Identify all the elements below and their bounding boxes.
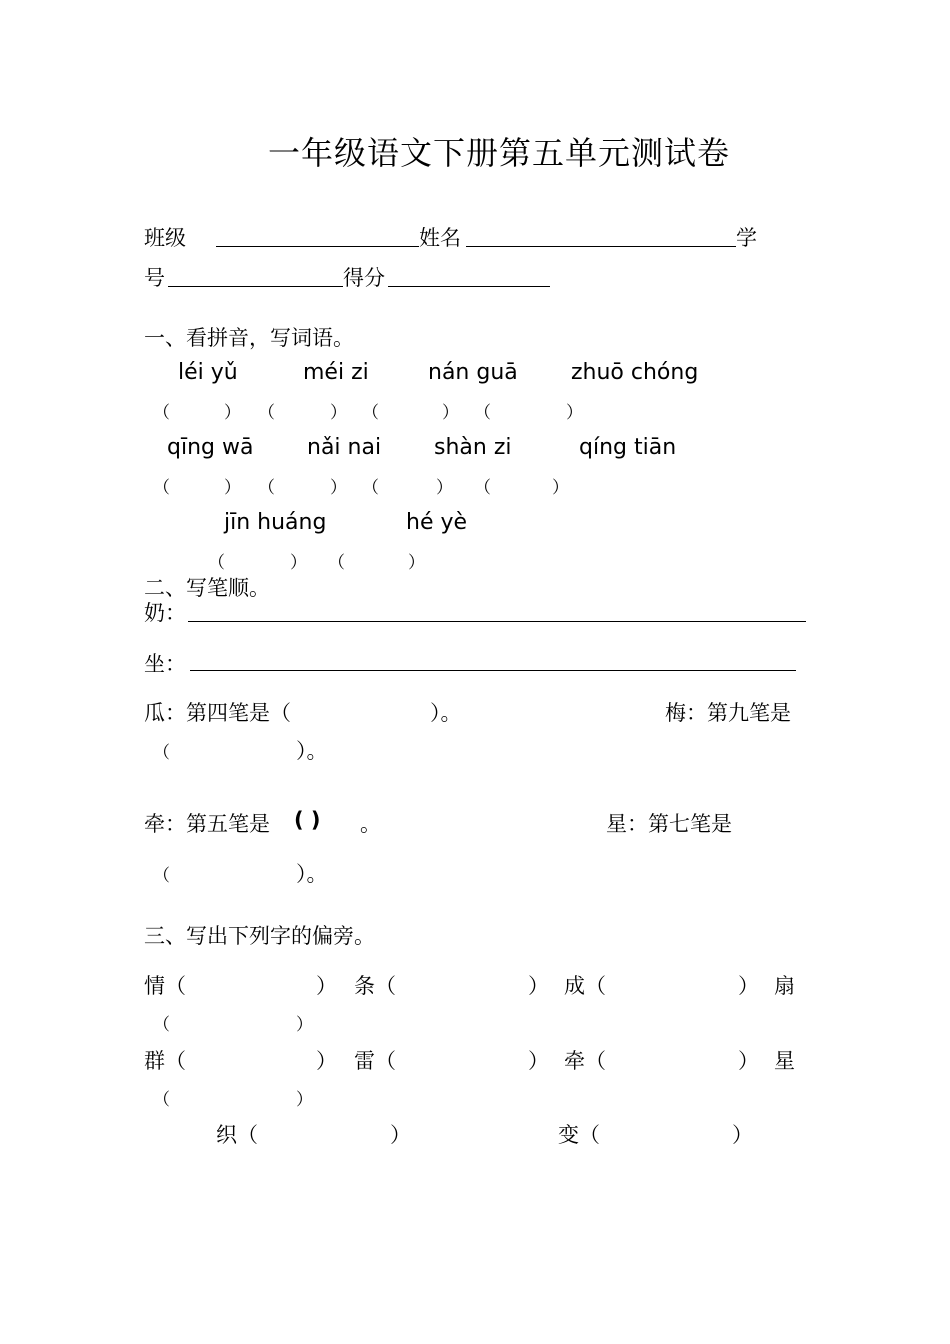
stroke-xing-paren-open[interactable]: （ xyxy=(153,866,170,886)
stroke-gua-end: ）。 xyxy=(430,701,462,725)
radical-tiao[interactable]: 条（ xyxy=(354,974,396,998)
radical-paren-close: ） xyxy=(316,974,337,998)
radical-qian[interactable]: 牵（ xyxy=(564,1049,606,1073)
answer-paren-open[interactable]: （ xyxy=(153,478,170,498)
pinyin-nainai: nǎi nai xyxy=(307,435,382,460)
radical-paren-close: ） xyxy=(528,1049,549,1073)
answer-paren-open[interactable]: （ xyxy=(153,403,170,423)
pinyin-qingwa: qīng wā xyxy=(167,435,254,460)
answer-paren-close: ） xyxy=(436,478,453,498)
stroke-qian-paren[interactable]: ( ) xyxy=(294,808,321,832)
pinyin-heye: hé yè xyxy=(406,510,468,535)
answer-paren-close: ） xyxy=(290,553,307,573)
pinyin-jinhuang: jīn huáng xyxy=(224,510,327,535)
answer-paren-open[interactable]: （ xyxy=(474,478,491,498)
answer-paren-close: ） xyxy=(224,478,241,498)
stroke-mei-end: ）。 xyxy=(296,739,328,763)
answer-paren-open[interactable]: （ xyxy=(258,403,275,423)
student-no-label-part2: 号 xyxy=(144,266,165,290)
section1-heading: 一、看拼音，写词语。 xyxy=(144,326,354,350)
answer-paren-open[interactable]: （ xyxy=(258,478,275,498)
answer-paren-open[interactable]: （ xyxy=(328,553,345,573)
pinyin-shanzi: shàn zi xyxy=(434,435,512,460)
section2-heading: 二、写笔顺。 xyxy=(144,576,270,600)
radical-paren-close: ） xyxy=(528,974,549,998)
radical-paren-close: ） xyxy=(738,1049,759,1073)
radical-paren-close: ） xyxy=(316,1049,337,1073)
pinyin-qingtian: qíng tiān xyxy=(579,435,677,460)
pinyin-zhuochong: zhuō chóng xyxy=(571,360,699,385)
student-no-label-part1: 学 xyxy=(736,226,757,250)
answer-paren-close: ） xyxy=(566,403,583,423)
radical-xing-paren-open[interactable]: （ xyxy=(153,1090,170,1110)
pinyin-nangua: nán guā xyxy=(428,360,518,385)
radical-lei[interactable]: 雷（ xyxy=(354,1049,396,1073)
radical-paren-close: ） xyxy=(738,974,759,998)
stroke-gua-label: 瓜：第四笔是（ xyxy=(144,701,291,725)
radical-qun[interactable]: 群（ xyxy=(144,1049,186,1073)
name-field-line[interactable] xyxy=(466,246,736,247)
radical-shan: 扇 xyxy=(774,974,795,998)
radical-cheng[interactable]: 成（ xyxy=(564,974,606,998)
radical-zhi[interactable]: 织（ xyxy=(216,1123,258,1147)
stroke-nai-label: 奶： xyxy=(144,601,186,625)
section3-heading: 三、写出下列字的偏旁。 xyxy=(144,924,375,948)
stroke-mei-paren-open[interactable]: （ xyxy=(153,743,170,763)
page-title: 一年级语文下册第五单元测试卷 xyxy=(268,134,731,172)
answer-paren-open[interactable]: （ xyxy=(474,403,491,423)
answer-paren-open[interactable]: （ xyxy=(362,403,379,423)
stroke-zuo-line[interactable] xyxy=(190,670,796,671)
radical-shan-paren-open[interactable]: （ xyxy=(153,1015,170,1035)
answer-paren-open[interactable]: （ xyxy=(208,553,225,573)
radical-paren-close: ） xyxy=(390,1123,411,1147)
score-field-line[interactable] xyxy=(388,286,550,287)
student-no-field-line[interactable] xyxy=(168,286,343,287)
pinyin-leiyu: léi yǔ xyxy=(178,360,238,385)
class-field-line[interactable] xyxy=(216,246,419,247)
score-label: 得分 xyxy=(343,266,385,290)
answer-paren-close: ） xyxy=(552,478,569,498)
stroke-qian-label: 牵：第五笔是 xyxy=(144,812,270,836)
radical-xing: 星 xyxy=(774,1049,795,1073)
answer-paren-close: ） xyxy=(224,403,241,423)
stroke-nai-line[interactable] xyxy=(188,621,806,622)
radical-xing-paren-close: ） xyxy=(296,1090,313,1110)
stroke-xing-end: ）。 xyxy=(296,862,328,886)
name-label: 姓名 xyxy=(419,226,461,250)
answer-paren-close: ） xyxy=(330,403,347,423)
answer-paren-close: ） xyxy=(330,478,347,498)
stroke-xing-label: 星：第七笔是 xyxy=(606,812,732,836)
radical-bian[interactable]: 变（ xyxy=(558,1123,600,1147)
radical-qing[interactable]: 情（ xyxy=(144,974,186,998)
stroke-zuo-label: 坐： xyxy=(144,652,186,676)
class-label: 班级 xyxy=(144,226,186,250)
answer-paren-close: ） xyxy=(442,403,459,423)
stroke-mei-label: 梅：第九笔是 xyxy=(665,701,791,725)
answer-paren-close: ） xyxy=(408,553,425,573)
stroke-qian-end: 。 xyxy=(360,812,381,836)
answer-paren-open[interactable]: （ xyxy=(362,478,379,498)
pinyin-meizi: méi zi xyxy=(303,360,369,385)
radical-paren-close: ） xyxy=(732,1123,753,1147)
radical-shan-paren-close: ） xyxy=(296,1015,313,1035)
